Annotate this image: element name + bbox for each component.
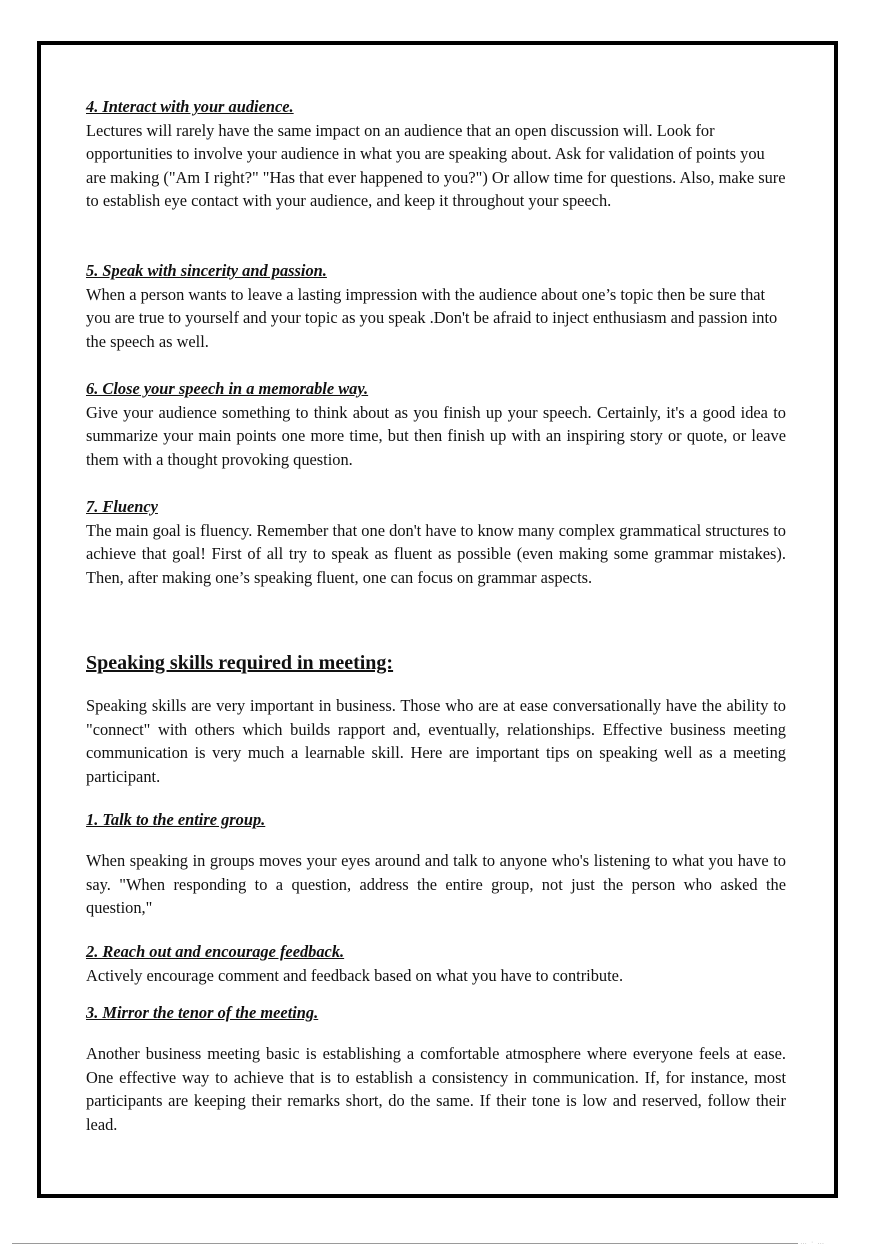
- tip-body: Actively encourage comment and feedback based on what you have to contribute.: [86, 965, 624, 985]
- footer-watermark-glyphs: … · …: [800, 1239, 826, 1246]
- section-heading: 5. Speak with sincerity and passion.: [86, 261, 327, 280]
- section-body: The main goal is fluency. Remember that one don't have to know many complex grammatical structures to achieve that goal! First of all try to speak as fluent as possible (even making some grammar mistakes). Then, after making one’s speaking fluent, one can focus on grammar aspects.: [86, 520, 786, 587]
- tip-body: When speaking in groups moves your eyes around and talk to anyone who's listening to what you have to say. "When responding to a question, address the entire group, not just the person who asked the question,": [86, 851, 786, 918]
- meeting-intro: [86, 694, 786, 788]
- tip-talk-to-group: [86, 808, 786, 832]
- section-fluency: [86, 495, 786, 589]
- tip-heading: 3. Mirror the tenor of the meeting.: [86, 1003, 319, 1022]
- tip-heading: 2. Reach out and encourage feedback.: [86, 942, 345, 961]
- section-body: Give your audience something to think about as you finish up your speech. Certainly, it's a good idea to summarize your main points one more time, but then finish up with an inspiring story or quote, or leave them with a thought provoking question.: [86, 402, 786, 469]
- section-heading: 4. Interact with your audience.: [86, 97, 294, 116]
- section-interact: [86, 95, 786, 213]
- tip-talk-to-group-body: [86, 849, 786, 920]
- meeting-intro-text: Speaking skills are very important in business. Those who are at ease conversationally have the ability to "connect" with others which builds rapport and, eventually, relationships. Effective business meeting communication is very much a learnable skill. Here are important tips on speaking well as a meeting participant.: [86, 696, 786, 786]
- section-heading: 6. Close your speech in a memorable way.: [86, 379, 369, 398]
- section-close-speech: [86, 377, 786, 471]
- footer-divider: [12, 1243, 798, 1244]
- section-heading: 7. Fluency: [86, 497, 158, 516]
- section-sincerity: [86, 259, 786, 353]
- tip-encourage-feedback: [86, 940, 786, 987]
- tip-body: Another business meeting basic is establishing a comfortable atmosphere where everyone feels at ease. One effective way to achieve that is to establish a consistency in communication. If, for instance, most participants are keeping their remarks short, do the same. If their tone is low and reserved, follow their lead.: [86, 1044, 786, 1134]
- section-body: Lectures will rarely have the same impact on an audience that an open discussion will. Look for opportunities to involve your audience in what you are speaking about. Ask for validation of points you are making ("Am I right?" "Has that ever happened to you?") Or allow time for questions. Also, make sure to establish eye contact with your audience, and keep it throughout your speech.: [86, 120, 786, 211]
- tip-heading: 1. Talk to the entire group.: [86, 810, 266, 829]
- meeting-section-title: Speaking skills required in meeting:: [86, 652, 394, 674]
- tip-mirror-tenor-body: [86, 1042, 786, 1136]
- tip-mirror-tenor: [86, 1001, 786, 1025]
- section-body: When a person wants to leave a lasting impression with the audience about one’s topic then be sure that you are true to yourself and your topic as you speak .Don't be afraid to inject enthusiasm and passion into the speech as well.: [86, 284, 778, 351]
